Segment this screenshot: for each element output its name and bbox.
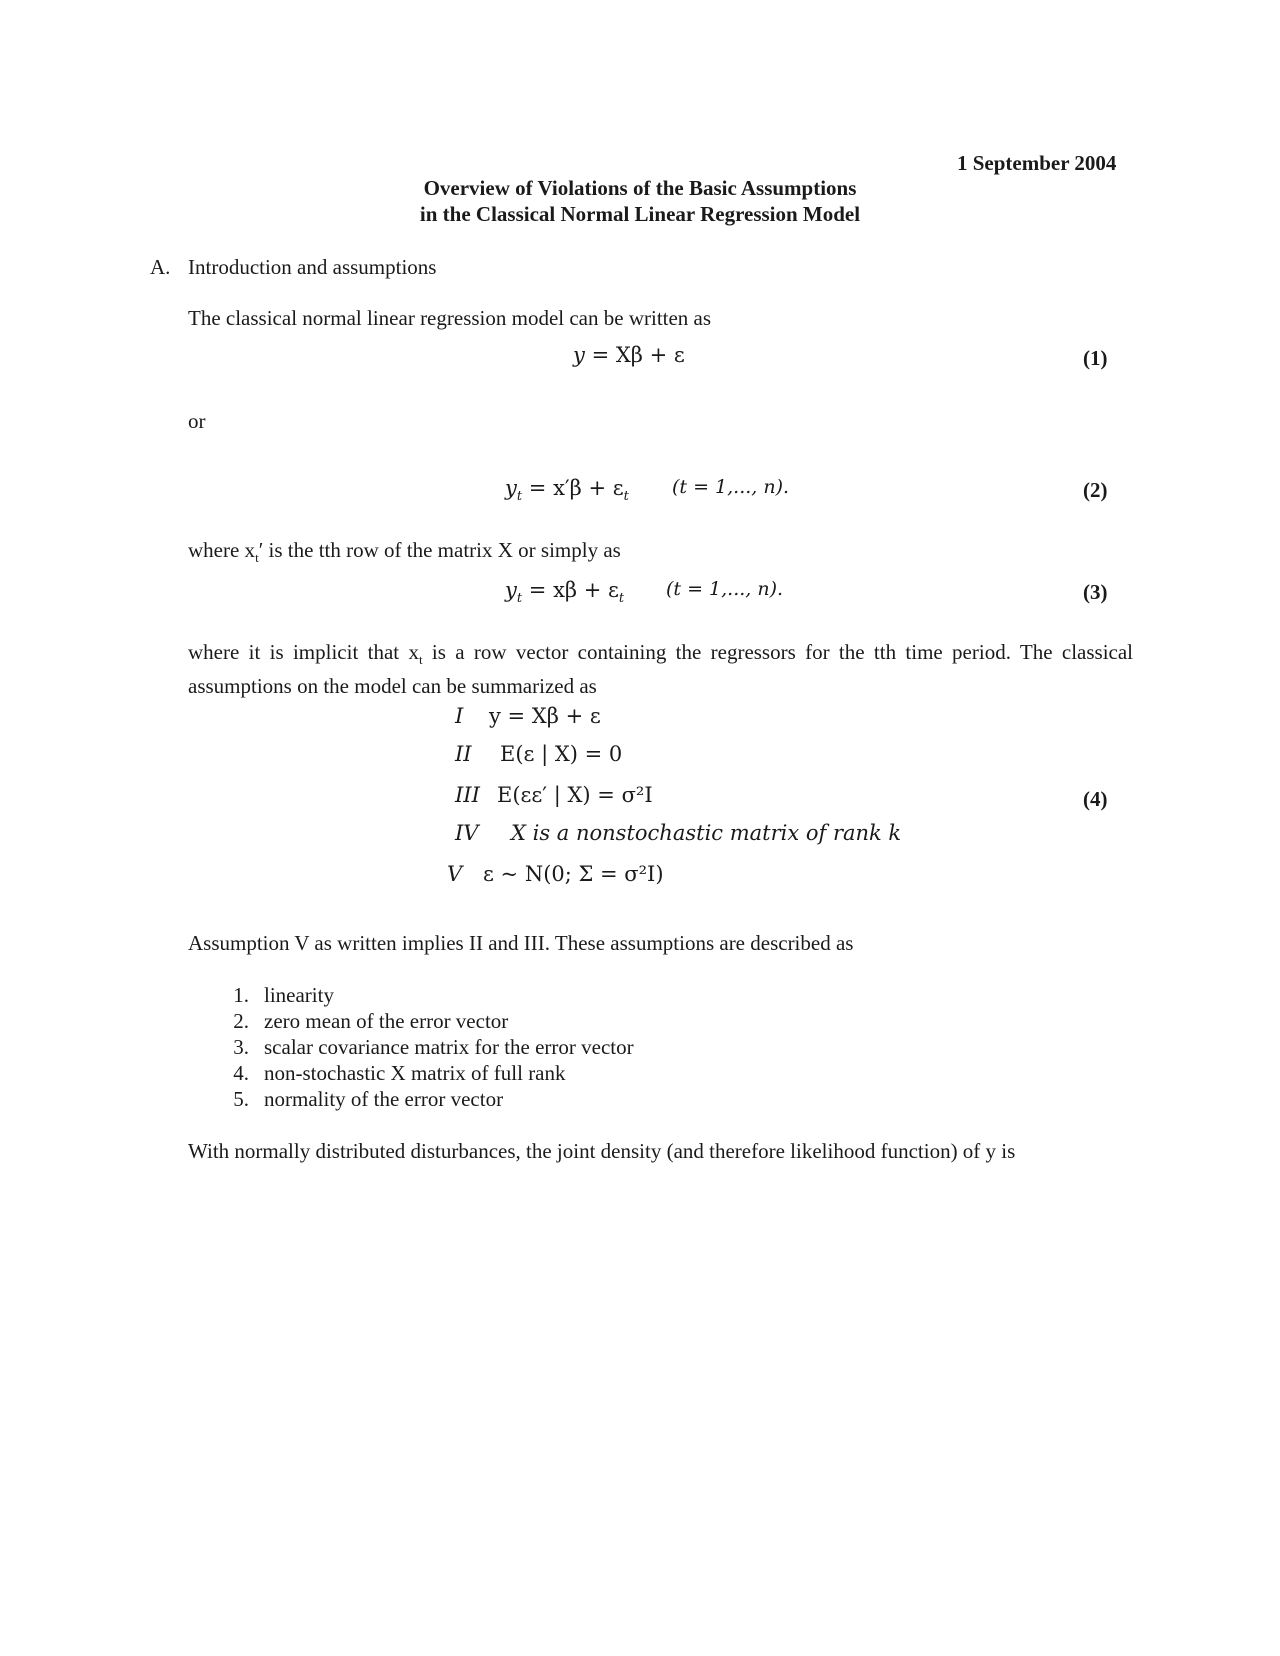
equation-1-number: (1) bbox=[1083, 346, 1108, 370]
assumptions-list: 1. linearity 2. zero mean of the error vector 3. scalar covariance matrix for the error vector 4. non-stochastic X matrix of full rank 5. normality of the error vector bbox=[233, 983, 634, 1111]
paragraph-or: or bbox=[188, 409, 206, 433]
assumption-1: I y = Xβ + ε bbox=[455, 704, 601, 728]
equation-3: $y_t = x\beta + \varepsilon_t$ bbox=[505, 578, 625, 607]
paragraph-assumption-v: Assumption V as written implies II and III. These assumptions are described as bbox=[188, 931, 854, 955]
equation-2-range: (t = 1,..., n). bbox=[672, 476, 790, 498]
title-line-1: Overview of Violations of the Basic Assumptions bbox=[423, 176, 857, 200]
document-date: 1 September 2004 bbox=[957, 151, 1117, 175]
equation-3-range: (t = 1,..., n). bbox=[666, 578, 784, 600]
equation-1 bbox=[573, 343, 685, 367]
eq1-lhs: y bbox=[573, 343, 585, 367]
assumption-4: IV X is a nonstochastic matrix of rank k bbox=[455, 821, 902, 845]
paragraph-implicit: where it is implicit that $x_t$ is a row vector containing the regressors for the tth time period. The classical assumptions on the model can be summarized as bbox=[188, 640, 1134, 699]
title-line-2: in the Classical Normal Linear Regression Model bbox=[419, 202, 861, 226]
eq2-y: y bbox=[505, 476, 517, 500]
assumption-3: III E(εε′ | X) = σ²I bbox=[455, 783, 653, 807]
eq2-rest: = x′β + ε bbox=[528, 476, 624, 500]
paragraph-joint-density: With normally distributed disturbances, the joint density (and therefore likelihood function) of y is bbox=[188, 1139, 1016, 1163]
equation-2: $y_t = x'\beta + \varepsilon_t$ bbox=[505, 476, 629, 505]
equation-3-number: (3) bbox=[1083, 580, 1108, 604]
paragraph-where-row: where $x_t'$ is the tth row of the matrix X or simply as bbox=[188, 538, 621, 566]
paragraph-intro: The classical normal linear regression model can be written as bbox=[188, 306, 712, 330]
section-a-heading: Introduction and assumptions bbox=[188, 255, 437, 279]
assumption-5: V ε ~ N(0; Σ = σ²I) bbox=[447, 862, 664, 886]
document-title bbox=[290, 175, 990, 227]
eq1-rhs: = Xβ + ε bbox=[591, 343, 685, 367]
section-a-letter: A. bbox=[150, 255, 171, 279]
eq3-y: y bbox=[505, 578, 517, 602]
eq3-rest: = xβ + ε bbox=[528, 578, 619, 602]
assumption-2: II E(ε | X) = 0 bbox=[455, 742, 623, 766]
equation-2-number: (2) bbox=[1083, 478, 1108, 502]
equation-4-number: (4) bbox=[1083, 787, 1108, 811]
